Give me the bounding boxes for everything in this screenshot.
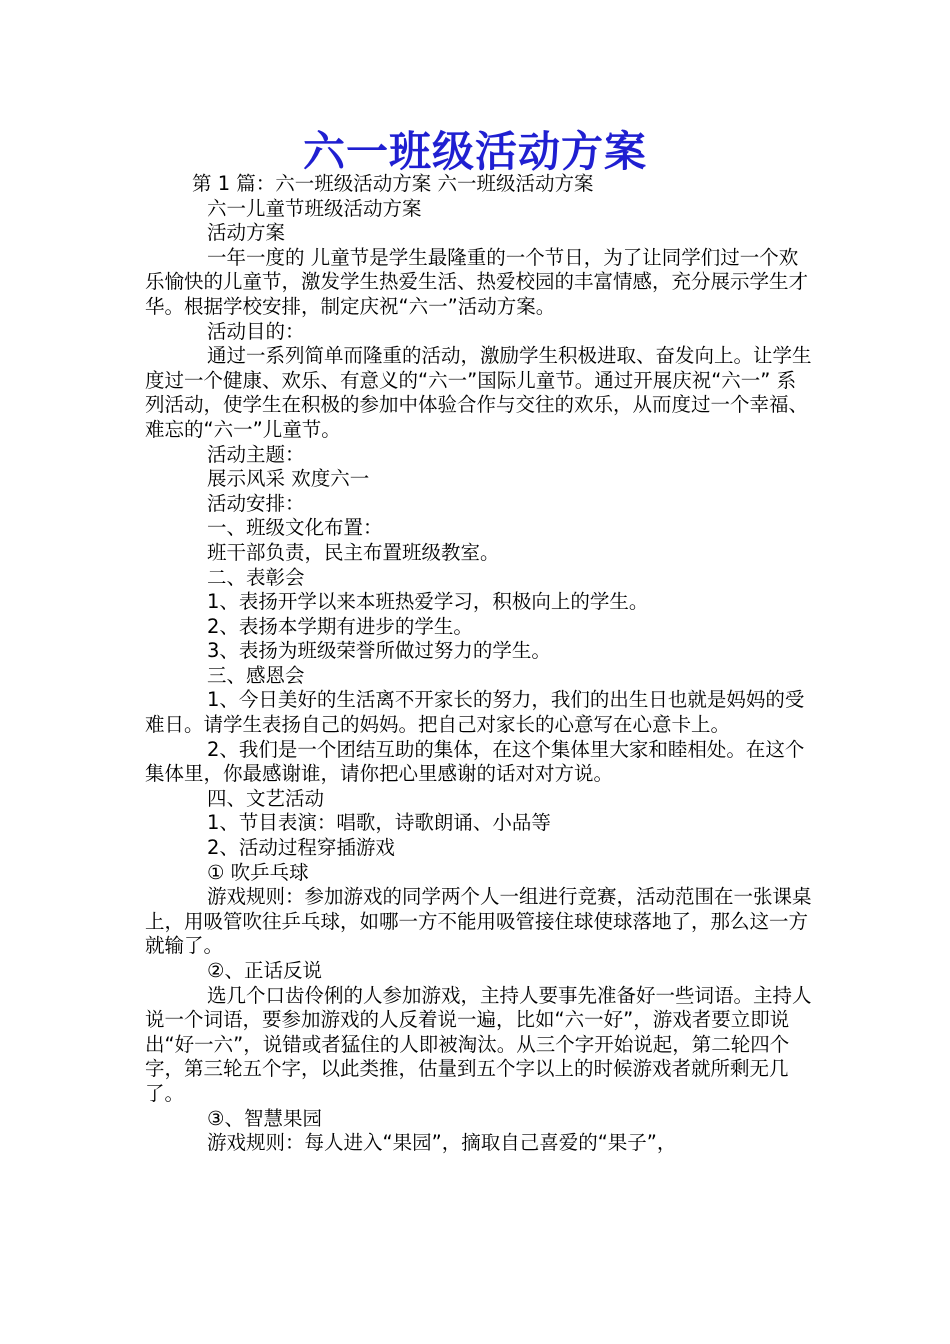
paragraph-purpose: 通过一系列简单而隆重的活动，激励学生积极进取、奋发向上。让学生度过一个健康、欢乐、有意义的“六一”国际儿童节。通过开展庆祝“六一” 系列活动，使学生在积极的参加中体验合作与交往的欢乐，从而度过一个幸福、难忘的“六一”儿童节。 bbox=[145, 344, 812, 441]
paragraph-game-3-title: ③、智慧果园 bbox=[207, 1106, 322, 1130]
paragraph-arrangement-heading: 活动安排： bbox=[207, 491, 305, 515]
paragraph-gratitude-1: 1、今日美好的生活离不开家长的努力，我们的出生日也就是妈妈的受难日。请学生表扬自己的妈妈。把自己对家长的心意写在心意卡上。 bbox=[145, 688, 805, 737]
paragraph-section-label: 活动方案 bbox=[207, 221, 286, 245]
paragraph-intro: 一年一度的 儿童节是学生最隆重的一个节日，为了让同学们过一个欢乐愉快的儿童节，激发学生热爱生活、热爱校园的丰富情感，充分展示学生才华。根据学校安排，制定庆祝“六一”活动方案。 bbox=[145, 245, 809, 318]
paragraph-praise-1: 1、表扬开学以来本班热爱学习，积极向上的学生。 bbox=[207, 590, 649, 614]
paragraph-praise-2: 2、表扬本学期有进步的学生。 bbox=[207, 614, 473, 638]
paragraph-games: 2、活动过程穿插游戏 bbox=[207, 836, 395, 860]
paragraph-section-one: 一、班级文化布置： bbox=[207, 516, 383, 540]
paragraph-theme-heading: 活动主题： bbox=[207, 442, 305, 466]
paragraph-theme: 展示风采 欢度六一 bbox=[207, 467, 370, 491]
document-title: 六一班级活动方案 bbox=[302, 127, 647, 176]
paragraph-game-3-rules: 游戏规则：每人进入“果园”，摘取自己喜爱的“果子”， bbox=[207, 1131, 677, 1155]
paragraph-game-1-title: ① 吹乒乓球 bbox=[207, 860, 309, 884]
paragraph-gratitude-2: 2、我们是一个团结互助的集体，在这个集体里大家和睦相处。在这个集体里，你最感谢谁，请你把心里感谢的话对对方说。 bbox=[145, 737, 805, 786]
paragraph-game-1-rules: 游戏规则：参加游戏的同学两个人一组进行竞赛，活动范围在一张课桌上，用吸管吹往乒乓球，如哪一方不能用吸管接住球使球落地了，那么这一方就输了。 bbox=[145, 885, 812, 958]
paragraph-part-heading: 第 1 篇：六一班级活动方案 六一班级活动方案 bbox=[192, 172, 594, 195]
paragraph-purpose-heading: 活动目的： bbox=[207, 319, 305, 343]
paragraph-section-one-body: 班干部负责，民主布置班级教室。 bbox=[207, 540, 500, 564]
paragraph-praise-3: 3、表扬为班级荣誉所做过努力的学生。 bbox=[207, 639, 551, 663]
paragraph-subtitle: 六一儿童节班级活动方案 bbox=[207, 196, 422, 220]
paragraph-performance: 1、节目表演：唱歌，诗歌朗诵、小品等 bbox=[207, 811, 551, 835]
paragraph-section-four: 四、文艺活动 bbox=[207, 786, 325, 810]
paragraph-section-three: 三、感恩会 bbox=[207, 663, 305, 687]
paragraph-section-two: 二、表彰会 bbox=[207, 565, 305, 589]
document-body bbox=[145, 172, 815, 1156]
paragraph-game-2-title: ②、正话反说 bbox=[207, 959, 322, 982]
paragraph-game-2-rules: 选几个口齿伶俐的人参加游戏，主持人要事先准备好一些词语。主持人说一个词语，要参加游戏的人反着说一遍，比如“六一好”，游戏者要立即说出“好一六”，说错或者猛住的人即被淘汰。从三个字开始说起，第二轮四个字，第三轮五个字，以此类推，估量到五个字以上的时候游戏者就所剩无几了。 bbox=[145, 983, 812, 1105]
